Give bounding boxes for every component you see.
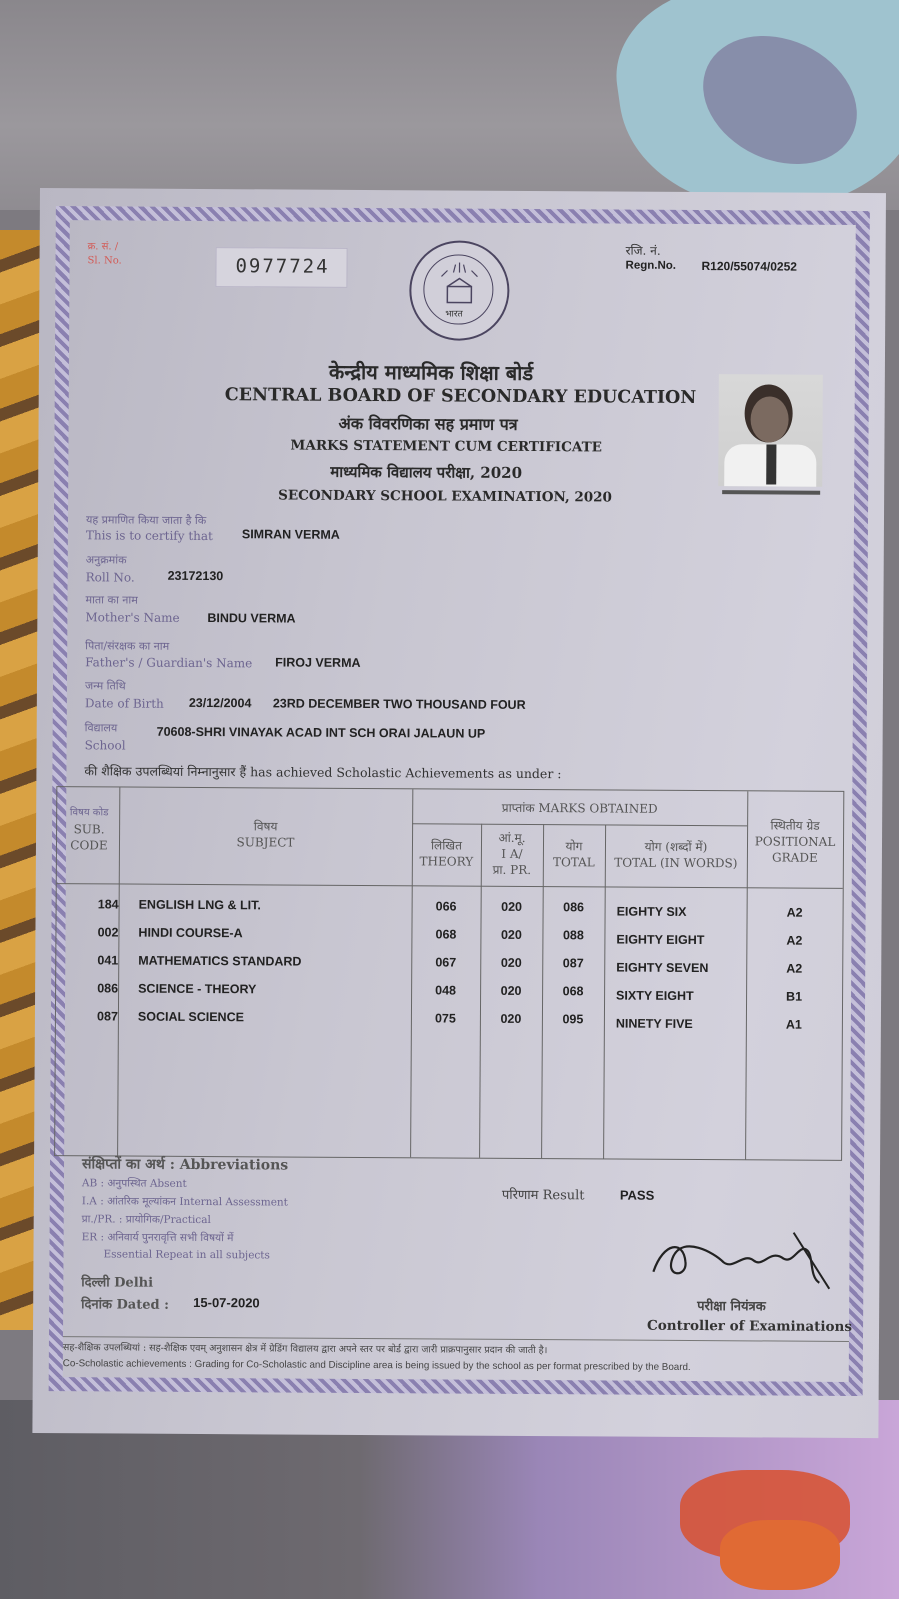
cell-code: 041 bbox=[97, 953, 119, 968]
achieved-line bbox=[84, 762, 561, 782]
cell-ia: 020 bbox=[500, 1011, 522, 1026]
cell-theory: 067 bbox=[435, 955, 457, 970]
cell-ia: 020 bbox=[500, 955, 522, 970]
place-en: Delhi bbox=[114, 1275, 154, 1291]
abbrev-er: ER : अनिवार्य पुनरावृत्ति सभी विषयों में bbox=[81, 1231, 234, 1245]
cell-grade: A2 bbox=[786, 933, 803, 948]
grade-en-1: POSITIONAL bbox=[754, 834, 836, 849]
pr-label: प्रा. PR. bbox=[492, 862, 532, 878]
achieved-en: has achieved Scholastic Achievements as under : bbox=[250, 764, 562, 782]
grade-hi: स्थितीय ग्रेड bbox=[770, 818, 820, 833]
dated-label-hi: दिनांक bbox=[81, 1297, 113, 1313]
cell-code: 184 bbox=[97, 897, 119, 912]
roll-label-en: Roll No. bbox=[85, 570, 135, 585]
footer-note-en: Co-Scholastic achievements : Grading for Co-Scholastic and Discipline area is being issued by the school as per format prescribed by the Board. bbox=[62, 1358, 691, 1373]
student-name: SIMRAN VERMA bbox=[241, 527, 340, 542]
achieved-hi: की शैक्षिक उपलब्धियां निम्नानुसार हैं bbox=[84, 763, 247, 780]
cell-code: 087 bbox=[97, 1009, 118, 1024]
cell-words: NINETY FIVE bbox=[615, 1016, 693, 1032]
regn-label-hi: रजि. नं. bbox=[625, 243, 661, 258]
col-header-marks bbox=[412, 799, 747, 817]
dob-label-hi: जन्म तिथि bbox=[84, 679, 126, 693]
words-hi: योग (शब्दों में) bbox=[644, 839, 708, 855]
cert-title-hi: अंक विवरणिका सह प्रमाण पत्र bbox=[338, 413, 518, 434]
cell-total: 088 bbox=[562, 928, 584, 943]
col-header-grade bbox=[747, 817, 843, 866]
serial-label bbox=[88, 240, 122, 268]
dob-label-en: Date of Birth bbox=[84, 696, 164, 711]
school-label-en: School bbox=[84, 738, 126, 753]
father-label-en: Father's / Guardian's Name bbox=[85, 655, 253, 671]
school-label-hi: विद्यालय bbox=[84, 721, 118, 735]
footer-note-hi: सह-शैक्षिक उपलब्धियां : सह-शैक्षिक एवम् अनुशासन क्षेत्र में ग्रेडिंग विद्यालय द्वारा अपने स्तर पर बोर्ड द्वारा जारी प्राक्रपानुसार प्रदान की जाती है। bbox=[62, 1342, 548, 1357]
board-name-hi: केन्द्रीय माध्यमिक शिक्षा बोर्ड bbox=[328, 359, 534, 386]
controller-signature bbox=[643, 1212, 843, 1293]
certificate-body bbox=[32, 188, 886, 1438]
roll-number: 23172130 bbox=[167, 568, 224, 584]
seal-bottom-text: भारत bbox=[445, 309, 463, 320]
col-header-theory bbox=[412, 837, 481, 869]
result-label-en: Result bbox=[542, 1188, 585, 1204]
cell-ia: 020 bbox=[500, 983, 522, 998]
result-value: PASS bbox=[619, 1187, 655, 1203]
code-en-1: SUB. bbox=[73, 822, 105, 837]
regn-number: R120/55074/0252 bbox=[701, 259, 797, 274]
theory-en: THEORY bbox=[419, 854, 474, 869]
marks-certificate bbox=[32, 188, 886, 1438]
cell-grade: A2 bbox=[786, 905, 803, 920]
ref-code: R-079657 bbox=[819, 212, 864, 225]
father-label-hi: पिता/संरक्षक का नाम bbox=[85, 639, 170, 653]
serial-label-en: Sl. No. bbox=[87, 255, 122, 267]
roll-label-hi: अनुक्रमांक bbox=[85, 553, 127, 567]
cell-subject: ENGLISH LNG & LIT. bbox=[138, 897, 261, 913]
cell-theory: 066 bbox=[435, 899, 457, 914]
cert-title-en: MARKS STATEMENT CUM CERTIFICATE bbox=[290, 437, 603, 456]
board-name-en: CENTRAL BOARD OF SECONDARY EDUCATION bbox=[224, 385, 697, 409]
abbrev-er-en: Essential Repeat in all subjects bbox=[103, 1248, 270, 1262]
abbrev-title bbox=[82, 1154, 288, 1174]
grade-en-2: GRADE bbox=[772, 850, 818, 865]
marks-table bbox=[54, 786, 844, 1161]
cell-total: 068 bbox=[562, 984, 584, 999]
col-header-code bbox=[59, 805, 119, 853]
code-en-2: CODE bbox=[70, 838, 108, 853]
mother-name: BINDU VERMA bbox=[207, 611, 296, 626]
result-label-hi: परिणाम bbox=[501, 1187, 539, 1204]
marks-hi: प्राप्तांक bbox=[501, 800, 535, 816]
father-name: FIROJ VERMA bbox=[275, 655, 361, 670]
cbse-seal bbox=[409, 240, 510, 341]
issue-date: 15-07-2020 bbox=[193, 1294, 260, 1311]
col-header-total bbox=[543, 838, 605, 870]
table-row bbox=[56, 953, 842, 982]
cell-words: EIGHTY SEVEN bbox=[616, 960, 709, 976]
student-photo bbox=[718, 374, 823, 487]
cell-subject: HINDI COURSE-A bbox=[138, 925, 243, 941]
place-hi: दिल्ली bbox=[81, 1275, 110, 1291]
serial-label-hi: क्र. सं. / bbox=[87, 241, 119, 253]
cell-grade: A2 bbox=[786, 961, 803, 976]
date-of-birth: 23/12/2004 bbox=[188, 695, 252, 711]
mother-label-en: Mother's Name bbox=[85, 610, 180, 625]
ia-hi: आं.मू. bbox=[498, 830, 526, 845]
cell-subject: MATHEMATICS STANDARD bbox=[138, 953, 302, 969]
col-header-ia bbox=[481, 830, 543, 878]
school-name: 70608-SHRI VINAYAK ACAD INT SCH ORAI JALAUN UP bbox=[156, 724, 486, 741]
abbrev-pr: प्रा./PR. : प्रायोगिक/Practical bbox=[81, 1213, 211, 1227]
table-row bbox=[56, 925, 842, 954]
cell-ia: 020 bbox=[501, 899, 523, 914]
code-hi: विषय कोड bbox=[69, 807, 109, 819]
abbrev-absent: AB : अनुपस्थित Absent bbox=[81, 1177, 187, 1190]
total-hi: योग bbox=[565, 839, 583, 854]
cell-grade: A1 bbox=[785, 1017, 802, 1032]
date-of-birth-words: 23RD DECEMBER TWO THOUSAND FOUR bbox=[272, 696, 526, 712]
abbrev-title-en: Abbreviations bbox=[179, 1156, 289, 1174]
marks-en: MARKS OBTAINED bbox=[538, 801, 658, 816]
exam-title-hi: माध्यमिक विद्यालय परीक्षा, 2020 bbox=[330, 462, 523, 482]
cell-words: EIGHTY EIGHT bbox=[616, 932, 705, 948]
controller-title-en: Controller of Examinations bbox=[647, 1317, 853, 1335]
result-label bbox=[502, 1185, 585, 1204]
col-header-subject bbox=[119, 817, 412, 851]
subject-en: SUBJECT bbox=[236, 835, 295, 850]
words-en: TOTAL (IN WORDS) bbox=[614, 855, 738, 871]
abbrev-title-hi: संक्षिप्तों का अर्थ : bbox=[81, 1156, 175, 1173]
certify-label-hi: यह प्रमाणित किया जाता है कि bbox=[85, 513, 207, 528]
cell-theory: 075 bbox=[434, 1011, 456, 1026]
cell-theory: 068 bbox=[435, 927, 457, 942]
cell-code: 002 bbox=[97, 925, 119, 940]
table-row bbox=[56, 981, 842, 1010]
mother-label-hi: माता का नाम bbox=[85, 593, 138, 607]
cell-total: 095 bbox=[562, 1012, 584, 1027]
background-fabric bbox=[720, 1520, 840, 1590]
theory-hi: लिखित bbox=[430, 838, 463, 853]
cell-ia: 020 bbox=[500, 927, 522, 942]
cell-grade: B1 bbox=[786, 989, 803, 1004]
serial-number: 0977724 bbox=[235, 255, 330, 278]
col-header-words bbox=[605, 838, 747, 871]
cell-code: 086 bbox=[97, 981, 119, 996]
place bbox=[81, 1272, 153, 1290]
cell-subject: SOCIAL SCIENCE bbox=[137, 1009, 245, 1025]
ia-en: I A/ bbox=[501, 846, 523, 861]
dated-label bbox=[81, 1294, 169, 1313]
cell-total: 086 bbox=[563, 900, 585, 915]
table-row bbox=[56, 1009, 842, 1038]
cell-subject: SCIENCE - THEORY bbox=[138, 981, 257, 997]
lamp-icon bbox=[411, 242, 508, 339]
certify-label-en: This is to certify that bbox=[85, 528, 213, 544]
abbrev-ia: I.A : आंतरिक मूल्यांकन Internal Assessment bbox=[81, 1195, 288, 1209]
dated-label-en: Dated : bbox=[116, 1297, 169, 1313]
cell-total: 087 bbox=[562, 956, 584, 971]
controller-title-hi: परीक्षा नियंत्रक bbox=[697, 1299, 766, 1315]
regn-label-en: Regn.No. bbox=[625, 259, 677, 272]
exam-title-en: SECONDARY SCHOOL EXAMINATION, 2020 bbox=[278, 487, 613, 506]
cell-words: SIXTY EIGHT bbox=[616, 988, 694, 1004]
cell-theory: 048 bbox=[435, 983, 457, 998]
table-row bbox=[57, 897, 843, 926]
cell-words: EIGHTY SIX bbox=[616, 904, 687, 919]
subject-hi: विषय bbox=[253, 819, 278, 834]
total-en: TOTAL bbox=[552, 855, 595, 870]
photo-signature-strip bbox=[722, 490, 820, 495]
